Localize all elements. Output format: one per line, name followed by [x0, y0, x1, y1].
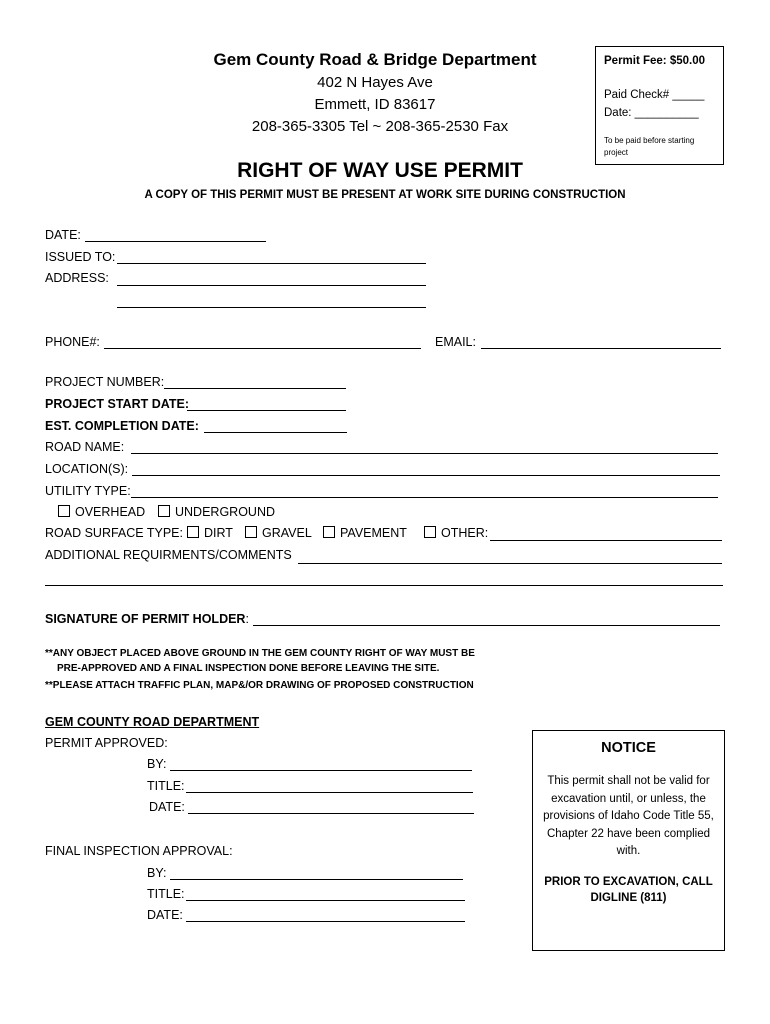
gravel-checkbox[interactable] — [245, 526, 257, 538]
notice-footer: PRIOR TO EXCAVATION, CALL DIGLINE (811) — [544, 876, 713, 904]
paid-date-field[interactable]: Date: __________ — [604, 107, 699, 119]
signature-label — [45, 612, 249, 626]
inspection-title-field[interactable] — [186, 900, 465, 901]
approved-by-label: BY: — [147, 757, 167, 771]
est-completion-field[interactable] — [204, 432, 347, 433]
gravel-label: GRAVEL — [262, 526, 312, 540]
department-address: 402 N Hayes Ave — [317, 74, 433, 91]
dirt-checkbox[interactable] — [187, 526, 199, 538]
note-line-2: PRE-APPROVED AND A FINAL INSPECTION DONE BEFORE LEAVING THE SITE. — [57, 663, 440, 674]
other-checkbox[interactable] — [424, 526, 436, 538]
department-city: Emmett, ID 83617 — [314, 96, 436, 113]
project-number-field[interactable] — [164, 388, 346, 389]
additional-comments-field-line1[interactable] — [298, 563, 722, 564]
other-option[interactable] — [424, 526, 488, 540]
road-name-label: ROAD NAME: — [45, 440, 125, 454]
department-section-heading: GEM COUNTY ROAD DEPARTMENT — [45, 715, 260, 729]
permit-fee-box — [595, 46, 724, 165]
dirt-label: DIRT — [204, 526, 233, 540]
utility-type-label: UTILITY TYPE: — [45, 484, 131, 498]
underground-label: UNDERGROUND — [175, 505, 275, 519]
road-name-field[interactable] — [131, 453, 718, 454]
notice-body: This permit shall not be valid for excavation until, or unless, the provisions of Idaho Code Title 55, Chapter 22 have been complied with. — [543, 775, 714, 857]
approved-date-field[interactable] — [188, 813, 474, 814]
underground-checkbox[interactable] — [158, 505, 170, 517]
approved-date-label: DATE: — [149, 800, 185, 814]
project-start-field[interactable] — [187, 410, 346, 411]
inspection-by-field[interactable] — [170, 879, 463, 880]
inspection-title-label: TITLE: — [147, 887, 185, 901]
inspection-date-field[interactable] — [186, 921, 465, 922]
notice-heading: NOTICE — [601, 740, 656, 756]
signature-label-colon: : — [245, 612, 249, 626]
underground-option[interactable] — [158, 505, 275, 519]
notice-box — [532, 730, 725, 951]
utility-type-field[interactable] — [131, 497, 718, 498]
locations-label: LOCATION(S): — [45, 462, 129, 476]
permit-fee: Permit Fee: $50.00 — [604, 55, 706, 67]
issued-to-field[interactable] — [117, 263, 426, 264]
approved-title-label: TITLE: — [147, 779, 185, 793]
additional-comments-label: ADDITIONAL REQUIRMENTS/COMMENTS — [45, 548, 292, 562]
issued-to-label: ISSUED TO: — [45, 250, 116, 264]
inspection-date-label: DATE: — [147, 908, 183, 922]
inspection-by-label: BY: — [147, 866, 167, 880]
paid-check-field[interactable]: Paid Check# _____ — [604, 89, 705, 101]
dirt-option[interactable] — [187, 526, 233, 540]
other-label: OTHER: — [441, 526, 489, 540]
gravel-option[interactable] — [245, 526, 312, 540]
page-title: RIGHT OF WAY USE PERMIT — [237, 159, 523, 182]
overhead-label: OVERHEAD — [75, 505, 146, 519]
phone-field[interactable] — [104, 348, 421, 349]
address-field-line2[interactable] — [117, 307, 426, 308]
additional-comments-field-line2[interactable] — [45, 585, 723, 586]
date-field[interactable] — [85, 241, 266, 242]
final-inspection-label: FINAL INSPECTION APPROVAL: — [45, 844, 233, 858]
address-field-line1[interactable] — [117, 285, 426, 286]
pavement-option[interactable] — [323, 526, 407, 540]
note-line-3: **PLEASE ATTACH TRAFFIC PLAN, MAP&/OR DRAWING OF PROPOSED CONSTRUCTION — [45, 680, 474, 691]
other-field[interactable] — [490, 540, 722, 541]
overhead-option[interactable] — [58, 505, 145, 519]
pavement-checkbox[interactable] — [323, 526, 335, 538]
phone-label: PHONE#: — [45, 335, 100, 349]
date-label: DATE: — [45, 228, 81, 242]
signature-label-text: SIGNATURE OF PERMIT HOLDER — [45, 612, 246, 626]
signature-field[interactable] — [253, 625, 720, 626]
pavement-label: PAVEMENT — [340, 526, 407, 540]
note-line-1: **ANY OBJECT PLACED ABOVE GROUND IN THE GEM COUNTY RIGHT OF WAY MUST BE — [45, 648, 475, 659]
project-number-label: PROJECT NUMBER: — [45, 375, 165, 389]
locations-field[interactable] — [132, 475, 720, 476]
approved-title-field[interactable] — [186, 792, 473, 793]
est-completion-label: EST. COMPLETION DATE: — [45, 419, 199, 433]
department-name: Gem County Road & Bridge Department — [213, 50, 537, 69]
fee-note: To be paid before starting project — [604, 136, 695, 157]
email-field[interactable] — [481, 348, 721, 349]
department-phone: 208-365-3305 Tel ~ 208-365-2530 Fax — [251, 118, 509, 135]
page-subtitle: A COPY OF THIS PERMIT MUST BE PRESENT AT WORK SITE DURING CONSTRUCTION — [144, 189, 626, 201]
project-start-label: PROJECT START DATE: — [45, 397, 189, 411]
approved-by-field[interactable] — [170, 770, 472, 771]
road-surface-label: ROAD SURFACE TYPE: — [45, 526, 183, 540]
overhead-checkbox[interactable] — [58, 505, 70, 517]
address-label: ADDRESS: — [45, 271, 109, 285]
email-label: EMAIL: — [435, 335, 476, 349]
permit-approved-label: PERMIT APPROVED: — [45, 736, 168, 750]
